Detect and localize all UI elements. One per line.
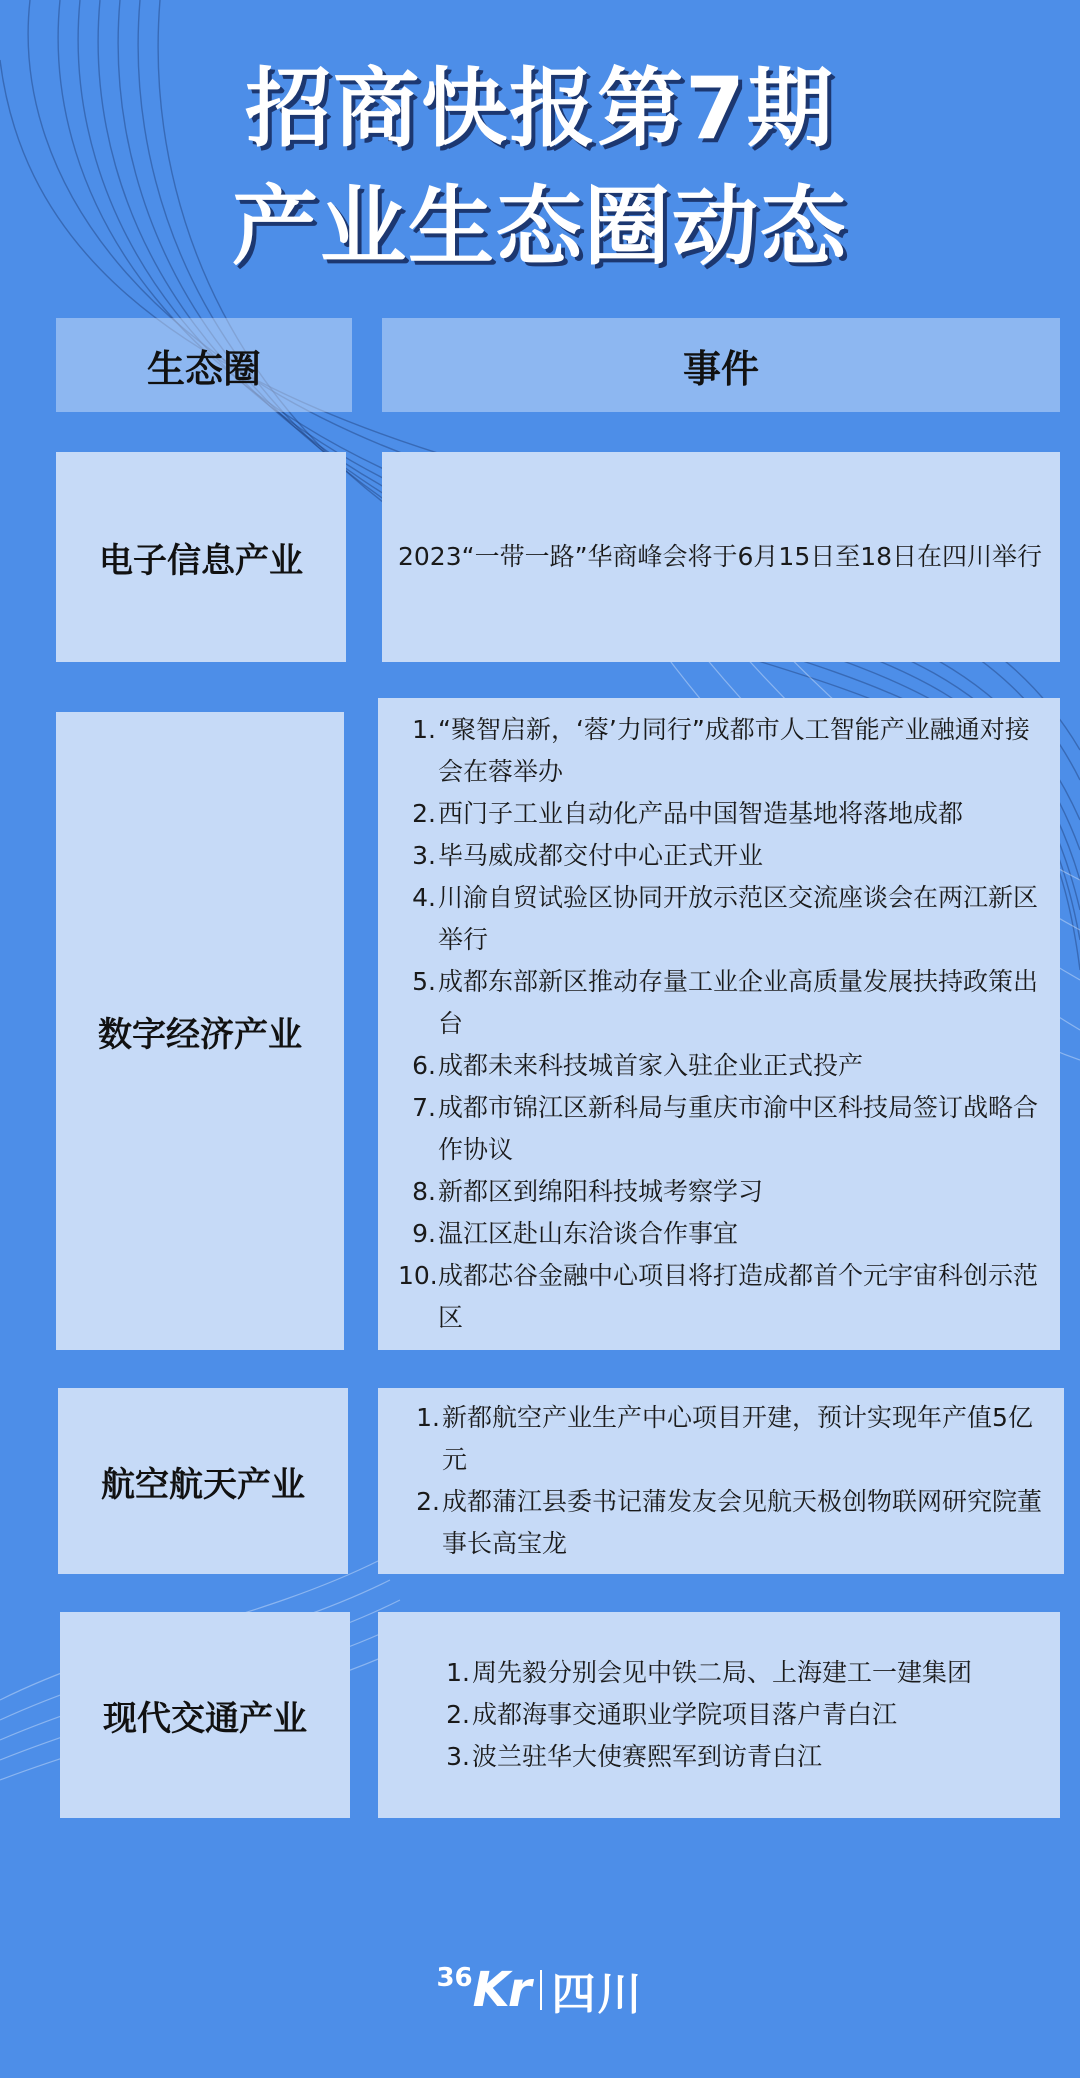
brand-logo [0,1958,1080,2022]
list-item: 3. 毕马威成都交付中心正式开业 [412,841,764,870]
list-item: 7. 成都市锦江区新科局与重庆市渝中区科技局签订战略合作协议 [412,1093,1039,1164]
list-item: 9. 温江区赴山东洽谈合作事宜 [412,1219,739,1248]
list-item: 2. 成都蒲江县委书记蒲发友会见航天极创物联网研究院董事长高宝龙 [416,1487,1043,1558]
logo-36: 36 [436,1963,473,1993]
event-list [436,1652,972,1778]
event-cell-modern-transport [378,1612,1060,1818]
list-item: 2. 西门子工业自动化产品中国智造基地将落地成都 [412,799,964,828]
list-item: 6. 成都未来科技城首家入驻企业正式投产 [412,1051,864,1080]
category-digital-economy: 数字经济产业 [56,712,344,1350]
event-text: 2023“一带一路”华商峰会将于6月15日至18日在四川举行 [398,542,1043,571]
title-line-2: 产业生态圈动态 [232,177,848,277]
event-cell-aerospace [378,1388,1064,1574]
logo-kr: Kr [472,1962,530,2018]
category-aerospace: 航空航天产业 [58,1388,348,1574]
header-category: 生态圈 [56,318,352,412]
event-list [406,1397,1050,1565]
logo-city: 四川 [551,1969,644,2020]
category-modern-transport: 现代交通产业 [60,1612,350,1818]
list-item: 1. 新都航空产业生产中心项目开建，预计实现年产值5亿元 [416,1403,1033,1474]
list-item: 8. 新都区到绵阳科技城考察学习 [412,1177,764,1206]
title-line-1: 招商快报第7期 [245,59,835,159]
category-electronic-info: 电子信息产业 [56,452,346,662]
event-list [398,709,1048,1339]
logo-divider [540,1970,542,2010]
header-event: 事件 [382,318,1060,412]
list-item: 1. 周先毅分别会见中铁二局、上海建工一建集团 [446,1658,973,1687]
list-item: 2. 成都海事交通职业学院项目落户青白江 [446,1700,898,1729]
list-item: 1. “聚智启新，‘蓉’力同行”成都市人工智能产业融通对接会在蓉举办 [412,715,1030,786]
list-item: 3. 波兰驻华大使赛熙军到访青白江 [446,1742,823,1771]
list-item: 4. 川渝自贸试验区协同开放示范区交流座谈会在两江新区举行 [412,883,1039,954]
event-cell-electronic-info [382,452,1060,662]
list-item: 5. 成都东部新区推动存量工业企业高质量发展扶持政策出台 [412,967,1039,1038]
event-cell-digital-economy [378,698,1060,1350]
list-item: 10. 成都芯谷金融中心项目将打造成都首个元宇宙科创示范区 [398,1261,1039,1332]
